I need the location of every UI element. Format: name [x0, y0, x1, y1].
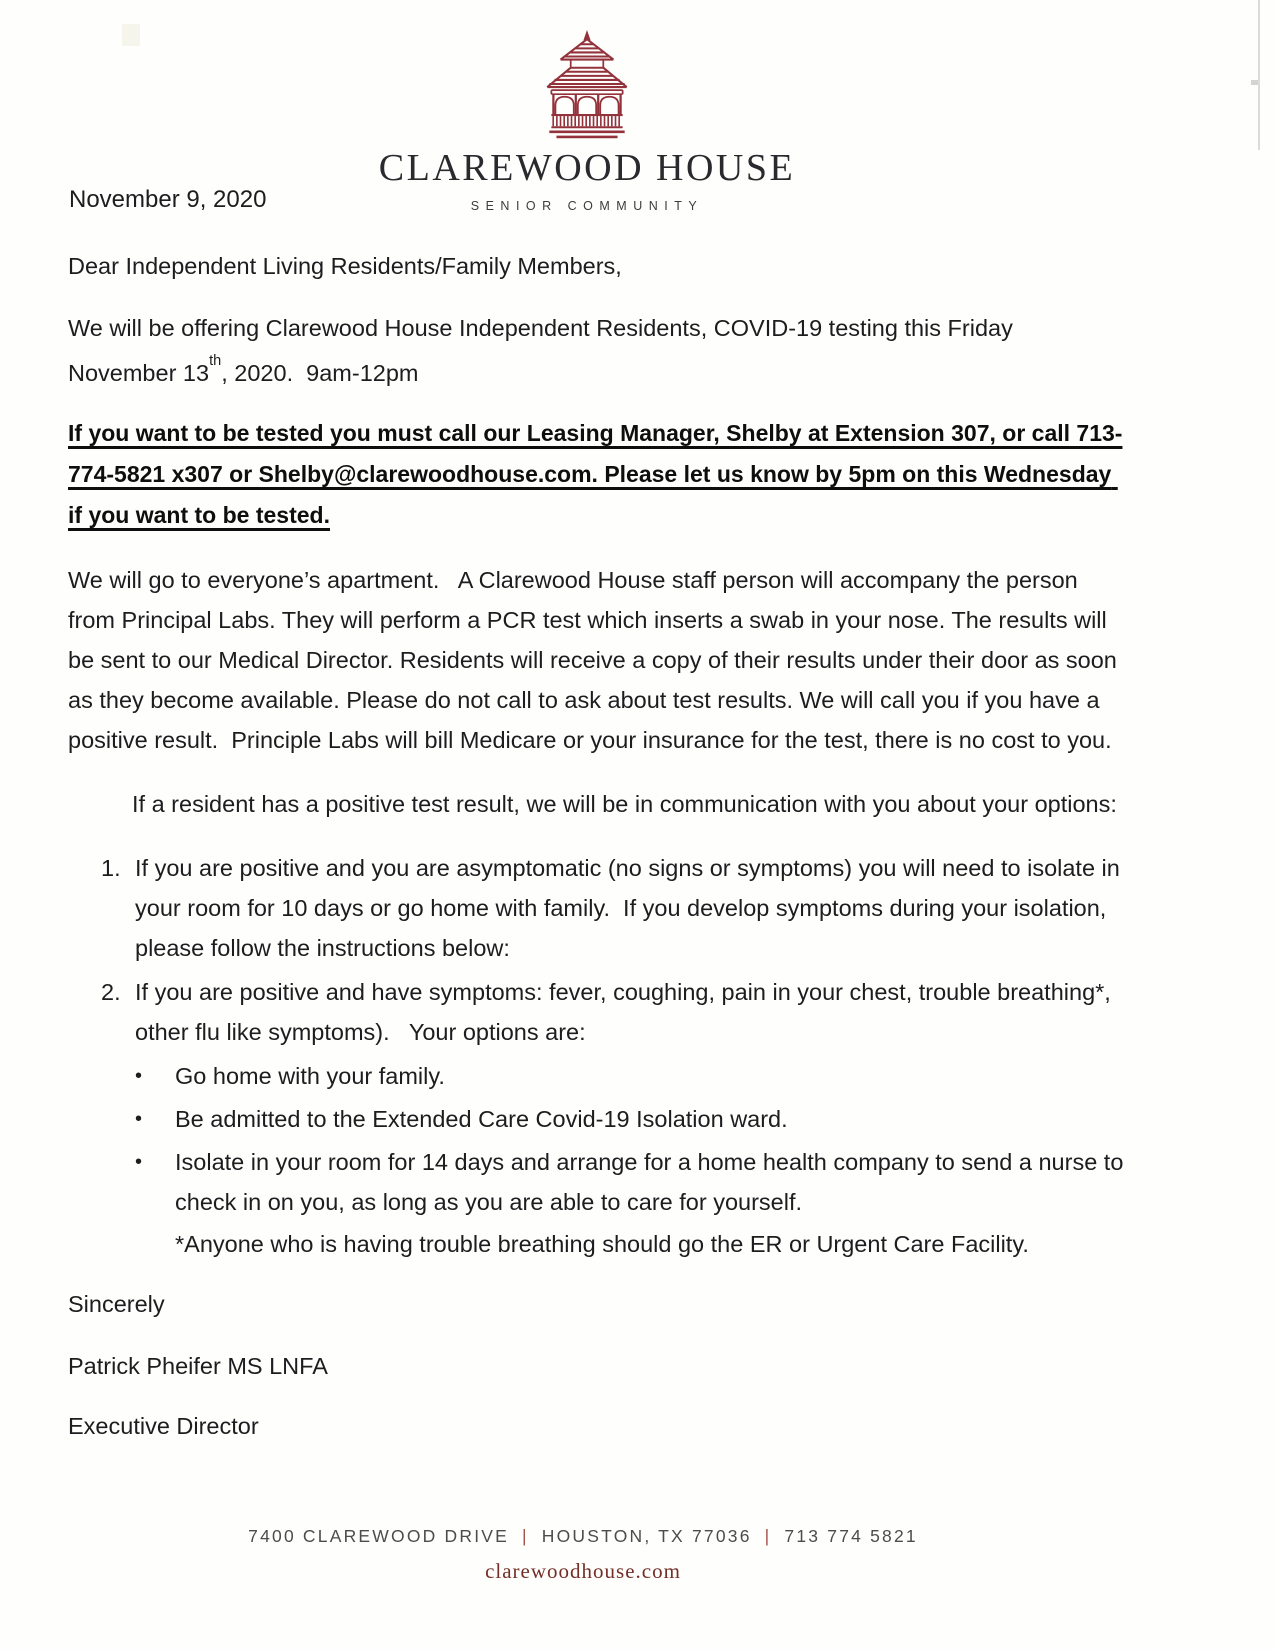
brand-title: CLAREWOOD HOUSE: [378, 147, 796, 189]
bullet-text: Isolate in your room for 14 days and arrange for a home health company to send a nurse to check in on you, as long as you are able to care for yourself.: [175, 1148, 1130, 1215]
intro-text-post: , 2020. 9am-12pm: [221, 359, 419, 386]
scan-speck: [1251, 80, 1258, 85]
list-number: 2.: [101, 978, 121, 1005]
intro-text-pre: We will be offering Clarewood House Independent Residents, COVID-19 testing this Friday November 13: [68, 315, 1020, 386]
scan-edge-line: [1258, 0, 1260, 150]
signature-name: Patrick Pheifer MS LNFA: [68, 1352, 328, 1379]
intro-paragraph: [68, 308, 1126, 393]
letterhead-footer: [0, 1526, 1166, 1584]
ordinal-superscript: th: [209, 353, 222, 370]
er-note: *Anyone who is having trouble breathing should go the ER or Urgent Care Facility.: [175, 1230, 1029, 1257]
separator: |: [764, 1526, 772, 1546]
numbered-item-symptomatic: [68, 972, 1126, 1052]
letter-date: November 9, 2020: [69, 186, 267, 213]
testing-process-paragraph: We will go to everyone’s apartment. A Clarewood House staff person will accompany the person from Principal Labs. They will perform a PCR test which inserts a swab in your nose. The results will be sent to our Medical Director. Residents will receive a copy of their results under their door as soon as they become available. Please do not call to ask about test results. We will call you if you have a positive result. Principle Labs will bill Medicare or your insurance for the test, there is no cost to you.: [68, 566, 1124, 753]
bullet-isolate-room: [68, 1142, 1130, 1222]
positive-result-paragraph: If a resident has a positive test result, we will be in communication with you about your options:: [132, 790, 1117, 817]
website-text: clarewoodhouse.com: [485, 1559, 681, 1583]
bullet-icon: •: [135, 1150, 143, 1173]
address-line: [0, 1526, 1166, 1547]
closing: Sincerely: [68, 1290, 165, 1317]
bullet-go-home: [68, 1056, 1126, 1096]
signature-title: Executive Director: [68, 1412, 259, 1439]
list-item-text: If you are positive and you are asymptomatic (no signs or symptoms) you will need to isolate in your room for 10 days or go home with family. If you develop symptoms during your isolation, please follow the instructions below:: [135, 854, 1127, 961]
bullet-text: Be admitted to the Extended Care Covid-19 Isolation ward.: [175, 1105, 788, 1132]
bullet-icon: •: [135, 1107, 143, 1130]
bullet-isolation-ward: [68, 1099, 1126, 1139]
brand-subtitle: SENIOR COMMUNITY: [470, 199, 704, 213]
testing-signup-instructions: If you want to be tested you must call our Leasing Manager, Shelby at Extension 307, or call 713-774-5821 x307 or Shelby@clarewoodhouse.com. Please let us know by 5pm on this Wednesday if you want to be tested.: [68, 419, 1123, 528]
bullet-icon: •: [135, 1064, 143, 1087]
bullet-text: Go home with your family.: [175, 1062, 445, 1089]
phone-number: 713 774 5821: [784, 1526, 918, 1546]
letter-body: [68, 246, 1130, 1446]
salutation: Dear Independent Living Residents/Family Members,: [68, 253, 622, 279]
list-item-text: If you are positive and have symptoms: fever, coughing, pain in your chest, trouble breathing*, other flu like symptoms). Your options are:: [135, 978, 1118, 1045]
numbered-item-asymptomatic: [68, 848, 1126, 968]
separator: |: [522, 1526, 529, 1546]
street-address: 7400 CLAREWOOD DRIVE: [248, 1526, 510, 1546]
list-number: 1.: [101, 854, 121, 881]
city-state-zip: HOUSTON, TX 77036: [541, 1526, 752, 1546]
gazebo-icon: [536, 28, 638, 140]
